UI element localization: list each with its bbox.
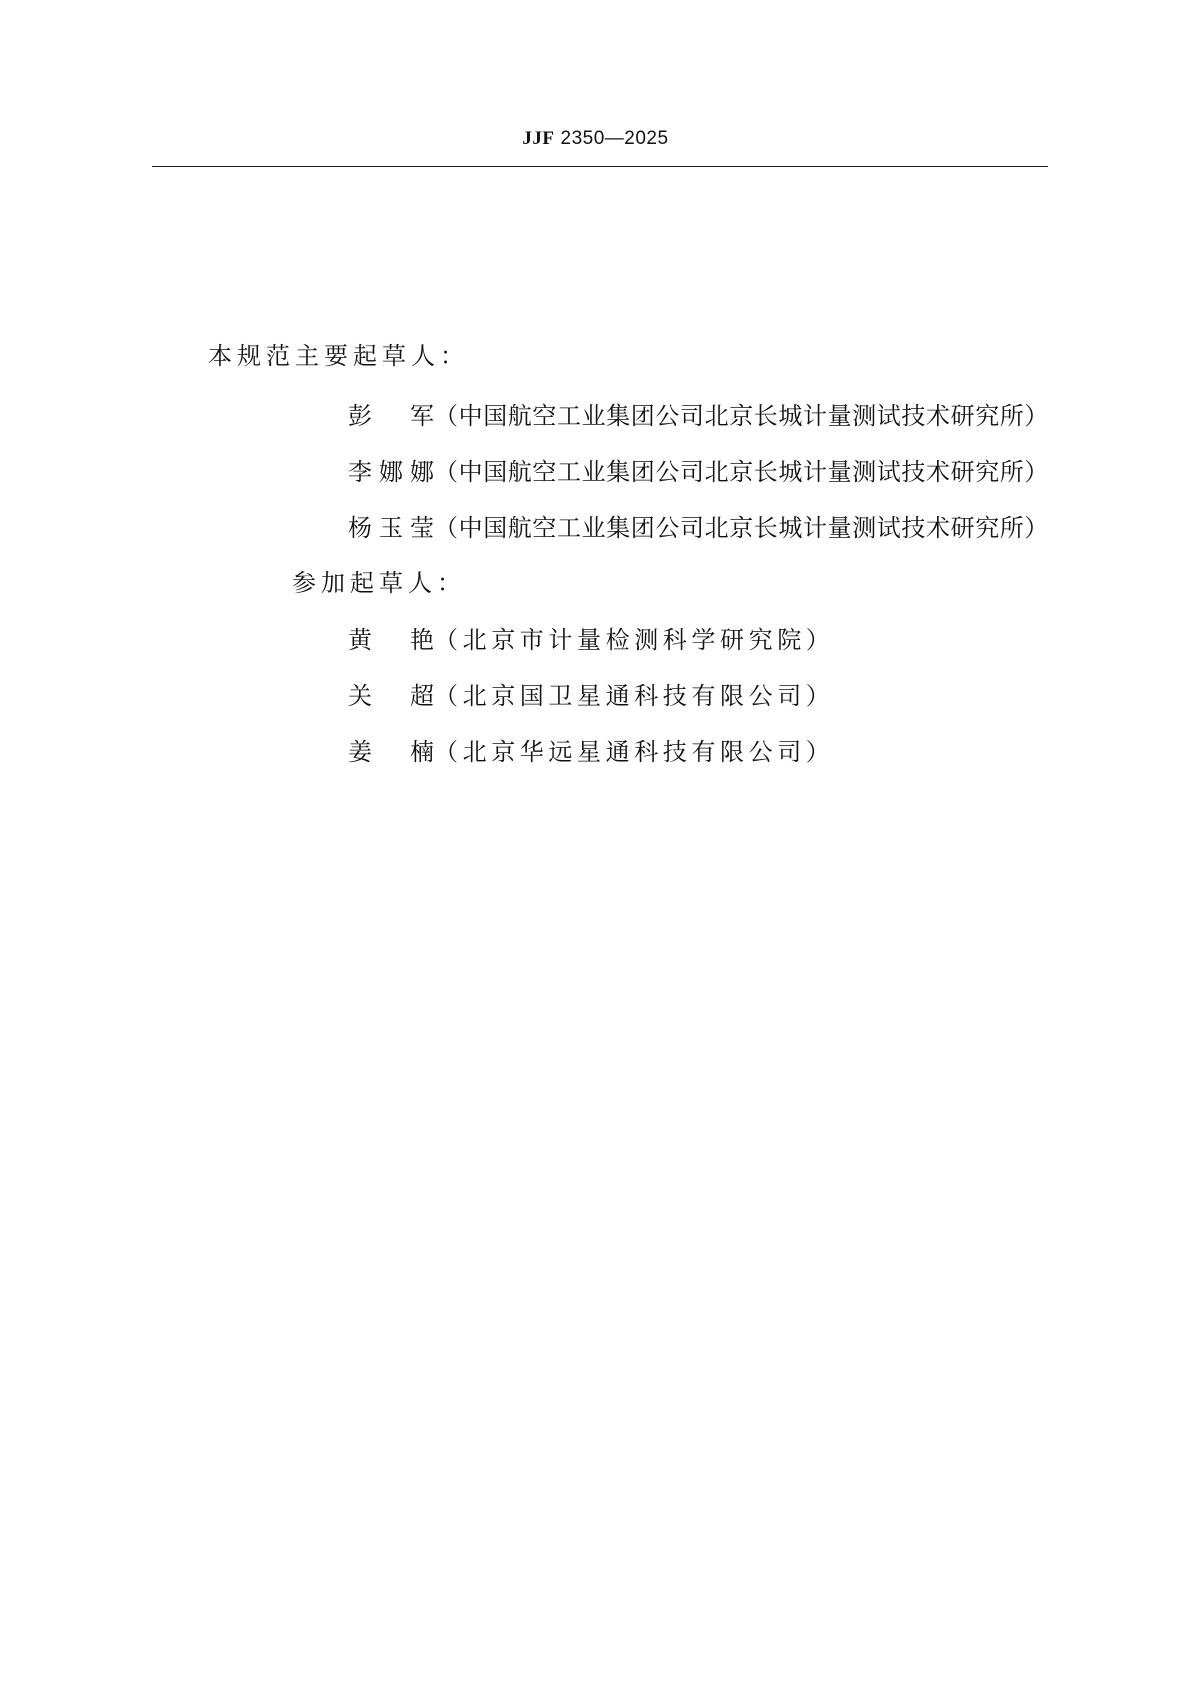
participating-drafters-title: 参加起草人： bbox=[292, 569, 466, 597]
drafter-name: 杨玉莹 bbox=[348, 514, 434, 542]
main-drafter-row bbox=[348, 396, 1049, 431]
drafter-organization: （北京华远星通科技有限公司） bbox=[434, 738, 835, 766]
drafter-name: 彭 军 bbox=[348, 402, 434, 430]
standard-code-number: 2350—2025 bbox=[560, 128, 669, 149]
drafter-name: 黄 艳 bbox=[348, 626, 434, 654]
drafter-organization: （中国航空工业集团公司北京长城计量测试技术研究所） bbox=[434, 514, 1049, 542]
drafter-organization: （北京国卫星通科技有限公司） bbox=[434, 682, 835, 710]
participating-drafter-row bbox=[348, 620, 834, 655]
main-drafter-row bbox=[348, 508, 1049, 543]
participating-drafter-row bbox=[348, 676, 834, 711]
drafter-name: 李娜娜 bbox=[348, 458, 434, 486]
main-drafters-title: 本规范主要起草人： bbox=[208, 342, 469, 370]
header-divider bbox=[152, 166, 1048, 167]
main-drafter-row bbox=[348, 452, 1049, 487]
drafter-name: 关 超 bbox=[348, 682, 434, 710]
drafter-organization: （北京市计量检测科学研究院） bbox=[434, 626, 835, 654]
page-header bbox=[0, 128, 1191, 150]
standard-code-prefix: JJF bbox=[522, 128, 555, 149]
drafter-name: 姜 楠 bbox=[348, 738, 434, 766]
drafter-organization: （中国航空工业集团公司北京长城计量测试技术研究所） bbox=[434, 402, 1049, 430]
drafter-organization: （中国航空工业集团公司北京长城计量测试技术研究所） bbox=[434, 458, 1049, 486]
participating-drafter-row bbox=[348, 732, 834, 767]
